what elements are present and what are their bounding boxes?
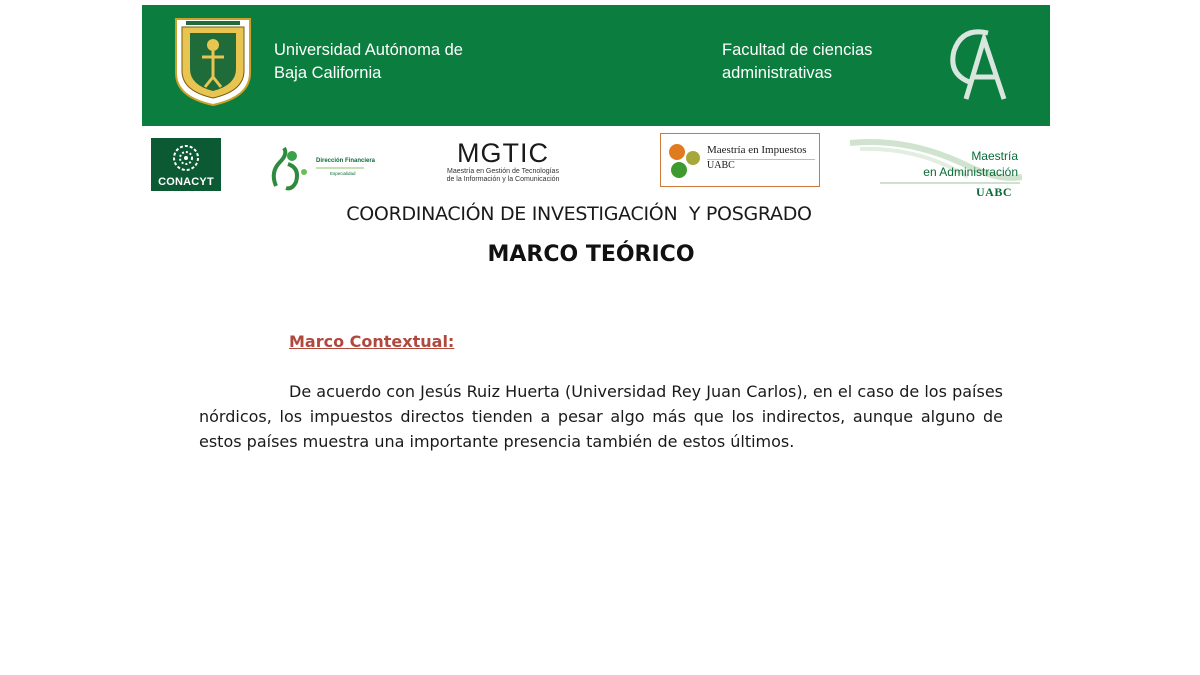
conacyt-emblem-icon <box>151 138 221 178</box>
direccion-financiera-sub: Especialidad <box>330 171 356 176</box>
ca-logo-icon <box>942 23 1012 103</box>
maestria-impuestos-logo <box>660 133 820 187</box>
direccion-financiera-logo <box>266 142 376 192</box>
leaf-figure-icon <box>266 142 316 192</box>
maestria-impuestos-sub: UABC <box>707 160 735 171</box>
header-banner <box>142 5 1050 126</box>
spheres-icon <box>663 136 707 186</box>
faculty-name <box>722 39 872 85</box>
mgtic-title: MGTIC <box>457 138 549 168</box>
maestria-administracion-line3: UABC <box>975 185 1012 199</box>
maestria-administracion-line1: Maestría <box>971 149 1018 163</box>
divider-line <box>316 166 366 170</box>
university-name-line1: Universidad Autónoma de <box>274 41 463 59</box>
faculty-name-line1: Facultad de ciencias <box>722 41 873 59</box>
mgtic-subtitle-line1: Maestría en Gestión de Tecnologías <box>447 168 559 175</box>
body-paragraph: De acuerdo con Jesús Ruiz Huerta (Universidad Rey Juan Carlos), en el caso de los países nórdicos, los impuestos directos tienden a pesar algo más que los indirectos, aunque alguno de estos países muestra una importante presencia también de estos últimos. <box>199 382 1003 451</box>
section-heading: Marco Contextual: <box>289 332 455 351</box>
university-name-line2: Baja California <box>274 64 382 82</box>
mgtic-subtitle-line2: de la Información y la Comunicación <box>446 176 560 183</box>
faculty-name-line2: administrativas <box>722 64 833 82</box>
page-title: MARCO TEÓRICO <box>487 242 695 267</box>
mgtic-subtitle <box>438 168 568 184</box>
conacyt-label: CONACYT <box>158 176 214 188</box>
maestria-administracion-line2: en Administración <box>923 165 1018 179</box>
mgtic-logo <box>438 138 568 190</box>
maestria-impuestos-title: Maestría en Impuestos <box>707 144 807 156</box>
uabc-seal-icon <box>172 15 254 107</box>
conacyt-logo <box>151 138 221 191</box>
coordination-heading: COORDINACIÓN DE INVESTIGACIÓN Y POSGRADO <box>346 203 812 225</box>
university-name <box>274 39 463 85</box>
direccion-financiera-title: Dirección Financiera <box>316 158 376 164</box>
maestria-administracion-logo <box>850 137 1022 201</box>
